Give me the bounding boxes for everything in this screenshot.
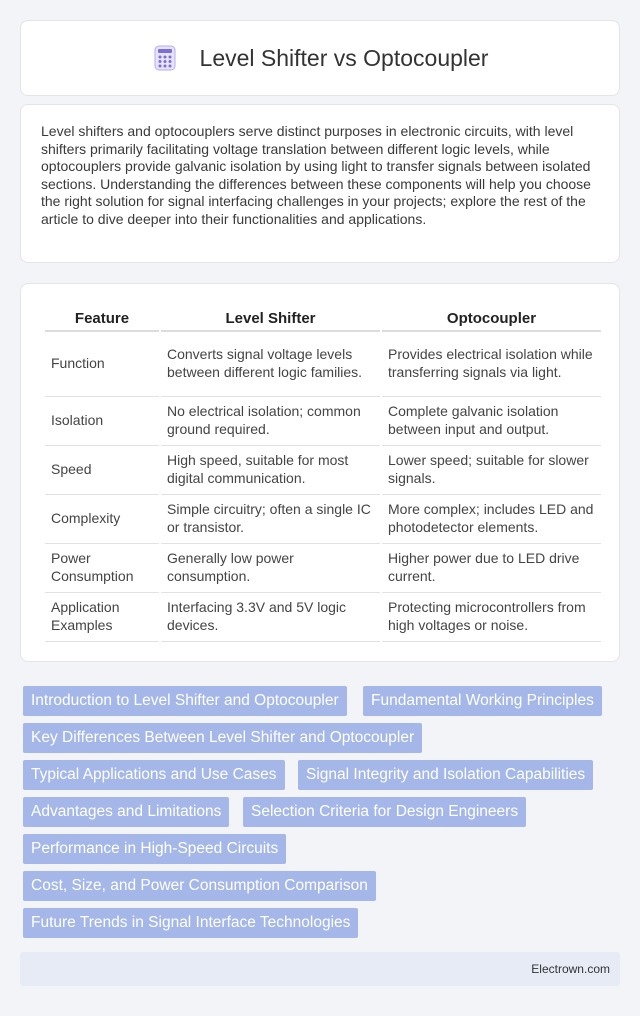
table-cell: Power Consumption bbox=[45, 544, 159, 593]
table-row bbox=[45, 397, 601, 446]
table-cell: Function bbox=[45, 332, 159, 397]
table-cell: No electrical isolation; common ground required. bbox=[161, 397, 380, 446]
table-cell: Simple circuitry; often a single IC or transistor. bbox=[161, 495, 380, 544]
table-row bbox=[45, 332, 601, 397]
footer bbox=[20, 952, 620, 986]
table-row bbox=[45, 544, 601, 593]
topic-link[interactable]: Future Trends in Signal Interface Technologies bbox=[23, 908, 358, 938]
table-cell: Generally low power consumption. bbox=[161, 544, 380, 593]
table-cell: Complexity bbox=[45, 495, 159, 544]
table-cell: More complex; includes LED and photodetector elements. bbox=[382, 495, 601, 544]
topic-link[interactable]: Cost, Size, and Power Consumption Comparison bbox=[23, 871, 376, 901]
header-level-shifter: Level Shifter bbox=[161, 304, 380, 332]
topic-link[interactable]: Performance in High-Speed Circuits bbox=[23, 834, 286, 864]
topic-link[interactable]: Signal Integrity and Isolation Capabilities bbox=[298, 760, 593, 790]
intro-card bbox=[20, 104, 620, 263]
comparison-table bbox=[43, 304, 603, 642]
table-row bbox=[45, 495, 601, 544]
table-row bbox=[45, 446, 601, 495]
topic-link[interactable]: Advantages and Limitations bbox=[23, 797, 229, 827]
table-cell: Protecting microcontrollers from high voltages or noise. bbox=[382, 593, 601, 642]
footer-brand[interactable]: Electrown.com bbox=[531, 962, 610, 976]
table-cell: High speed, suitable for most digital communication. bbox=[161, 446, 380, 495]
table-cell: Isolation bbox=[45, 397, 159, 446]
topic-link[interactable]: Selection Criteria for Design Engineers bbox=[243, 797, 526, 827]
page-title: Level Shifter vs Optocoupler bbox=[199, 44, 489, 71]
table-cell: Provides electrical isolation while transferring signals via light. bbox=[382, 332, 601, 397]
table-cell: Converts signal voltage levels between different logic families. bbox=[161, 332, 380, 397]
table-cell: Speed bbox=[45, 446, 159, 495]
table-cell: Complete galvanic isolation between input and output. bbox=[382, 397, 601, 446]
intro-text: Level shifters and optocouplers serve distinct purposes in electronic circuits, with level shifters primarily facilitating voltage translation between different logic levels, while optocouplers provide galvanic isolation by using light to transfer signals between isolated sections. Understanding the differences between these components will help you choose the right solution for signal interfacing challenges in your projects; explore the rest of the article to dive deeper into their functionalities and applications. bbox=[41, 123, 591, 227]
topic-link[interactable]: Introduction to Level Shifter and Optocoupler bbox=[23, 686, 347, 716]
table-header-row bbox=[45, 304, 601, 332]
title-card bbox=[20, 20, 620, 96]
topic-link[interactable]: Key Differences Between Level Shifter and Optocoupler bbox=[23, 723, 422, 753]
header-feature: Feature bbox=[45, 304, 159, 332]
topic-link[interactable]: Typical Applications and Use Cases bbox=[23, 760, 285, 790]
table-row bbox=[45, 593, 601, 642]
table-cell: Lower speed; suitable for slower signals. bbox=[382, 446, 601, 495]
header-optocoupler: Optocoupler bbox=[382, 304, 601, 332]
table-cell: Interfacing 3.3V and 5V logic devices. bbox=[161, 593, 380, 642]
table-cell: Higher power due to LED drive current. bbox=[382, 544, 601, 593]
comparison-card bbox=[20, 283, 620, 662]
topic-link[interactable]: Fundamental Working Principles bbox=[363, 686, 602, 716]
calculator-icon bbox=[152, 45, 178, 71]
table-cell: Application Examples bbox=[45, 593, 159, 642]
